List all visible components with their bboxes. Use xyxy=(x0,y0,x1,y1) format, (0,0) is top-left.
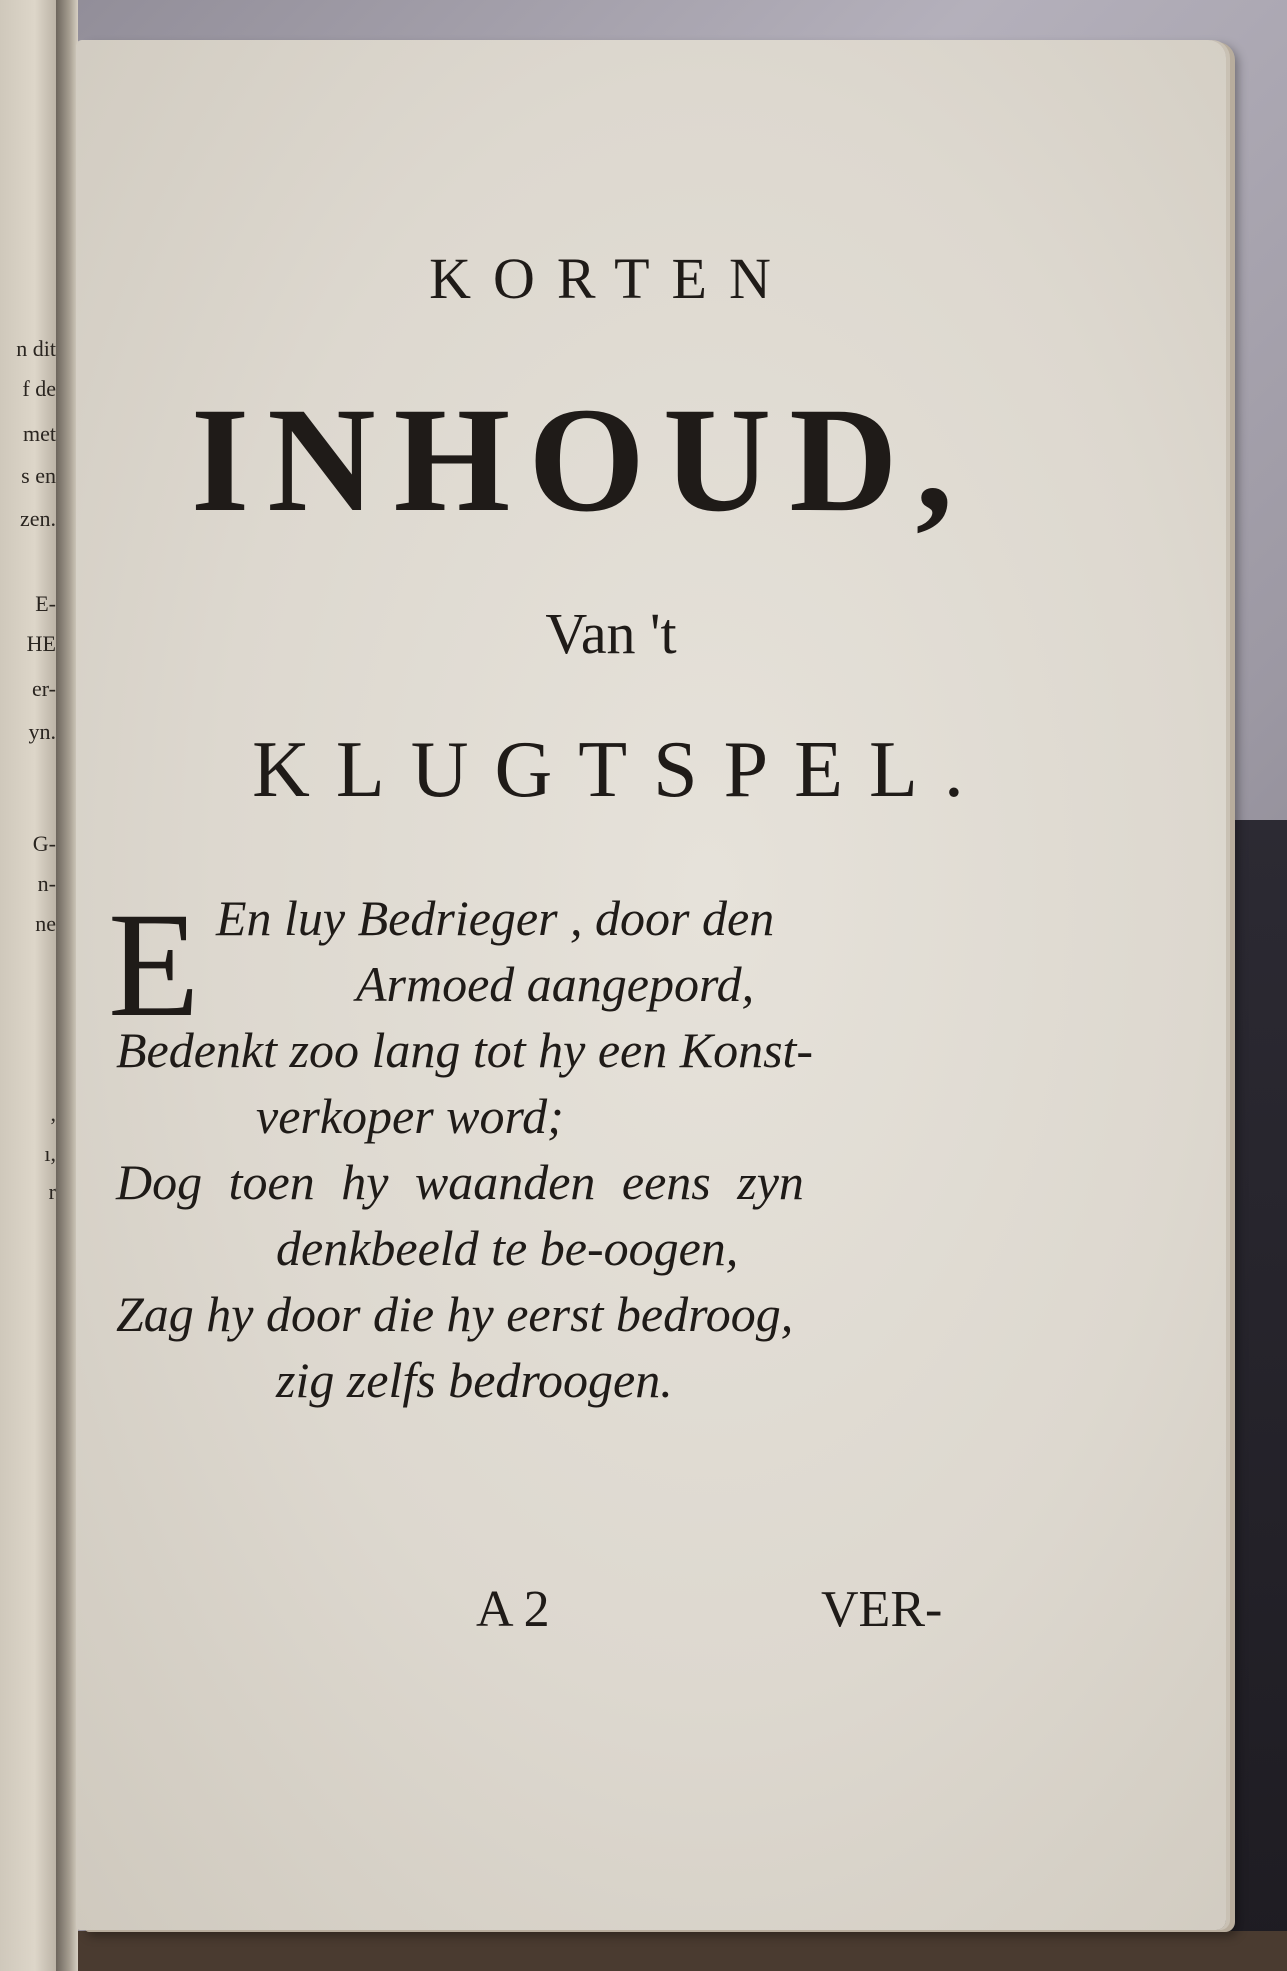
verse-line: Bedenkt zoo lang tot hy een Konst- xyxy=(116,1022,814,1078)
left-page-text-fragment: zen. xyxy=(19,506,56,531)
title-klugtspel: KLUGTSPEL. xyxy=(252,726,990,814)
title-inhoud: INHOUD, xyxy=(190,377,972,543)
title-korten: KORTEN xyxy=(429,246,793,311)
right-page xyxy=(76,40,1226,1930)
left-page-text-fragment: f de xyxy=(22,376,56,401)
left-page-text-fragment: n dit xyxy=(16,336,56,361)
left-page-text-fragment: s en xyxy=(21,463,56,488)
left-page-text-fragment: ı, xyxy=(44,1141,56,1166)
left-page-text-fragment: r xyxy=(48,1179,56,1204)
verse-line: En luy Bedrieger , door den xyxy=(216,890,775,946)
left-page-text-fragment: yn. xyxy=(28,719,56,744)
left-page-text-fragment: HE xyxy=(26,631,56,656)
left-page-text-fragment: n- xyxy=(37,871,56,896)
background-table-edge xyxy=(0,1931,1287,1971)
catchword: VER- xyxy=(821,1581,943,1638)
verse-line: zig zelfs bedroogen. xyxy=(276,1352,673,1408)
left-page-text-fragment: E- xyxy=(35,591,56,616)
verse-line: verkoper word; xyxy=(256,1088,564,1144)
left-page-text-fragment: ne xyxy=(35,911,56,936)
left-page-text-fragment: , xyxy=(50,1101,56,1126)
verse-dropcap: E xyxy=(108,882,200,1048)
left-page-text-fragment: er- xyxy=(32,676,56,701)
verse-line: Armoed aangepord, xyxy=(356,956,755,1012)
left-page-text-fragment: met xyxy=(23,421,56,446)
signature-mark: A 2 xyxy=(476,1581,550,1638)
verse-line: denkbeeld te be-oogen, xyxy=(276,1220,739,1276)
left-page-text-fragment: G- xyxy=(32,831,56,856)
verse-line: Zag hy door die hy eerst bedroog, xyxy=(116,1286,794,1342)
verse-line: Dog toen hy waanden eens zyn xyxy=(116,1154,804,1210)
title-vant: Van 't xyxy=(545,601,677,666)
